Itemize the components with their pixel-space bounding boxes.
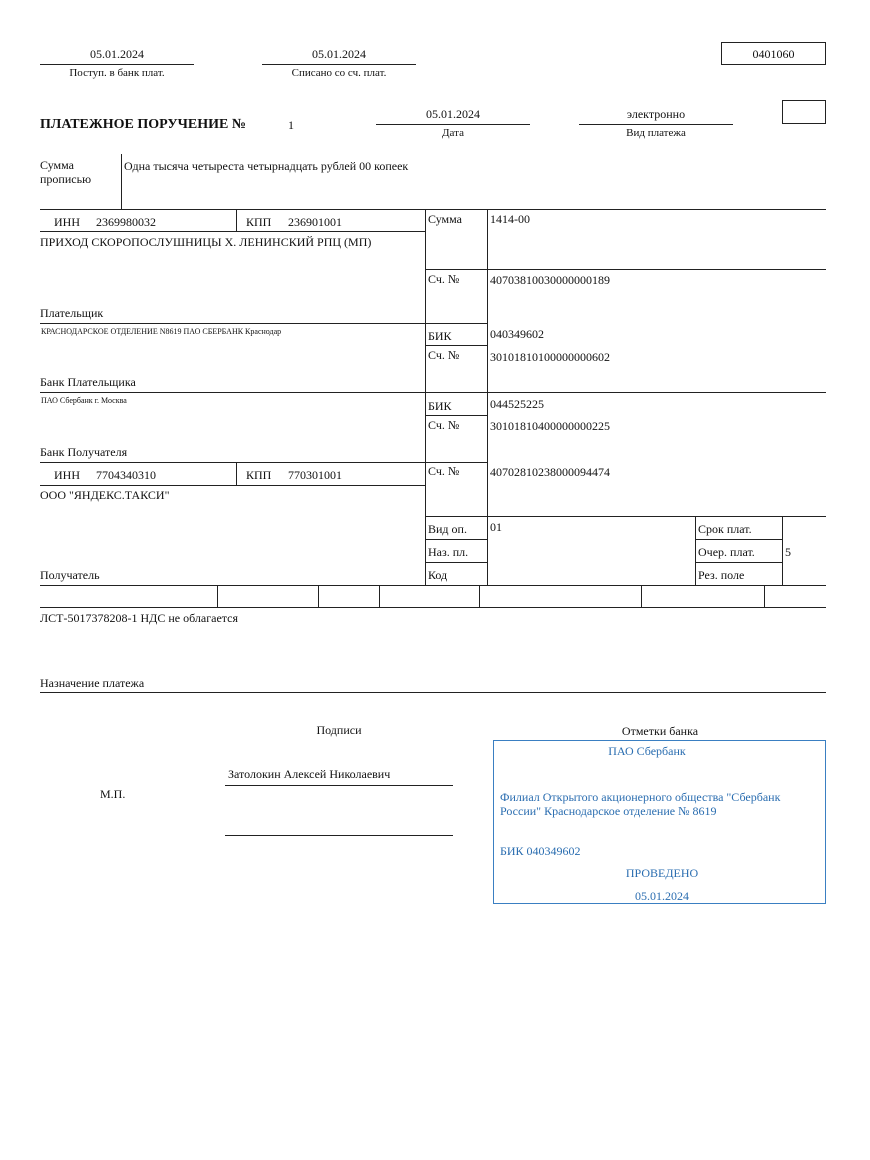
payment-type: электронно (626, 107, 686, 121)
recipient-kpp: 770301001 (288, 468, 342, 482)
stamp-bank: ПАО Сбербанк (608, 744, 686, 758)
payer-account-line (425, 269, 826, 270)
reserve-label: Рез. поле (698, 568, 745, 582)
grid-col-right (487, 209, 488, 585)
recipient-bank-line (40, 392, 826, 393)
priority: 5 (785, 545, 791, 559)
codes-col-1 (695, 516, 696, 585)
amount-words-divider (121, 154, 122, 209)
signer-name: Затолокин Алексей Николаевич (228, 767, 391, 781)
payer-sum-label: Сумма (428, 212, 462, 226)
codes-top-line (425, 516, 826, 517)
recipient-account: 40702810238000094474 (490, 465, 610, 479)
amount-words-label-2: прописью (40, 172, 92, 186)
form-code-box (721, 42, 826, 65)
debited-date-line (262, 64, 416, 65)
tax-row-bottom-line (40, 607, 826, 608)
recipient-inn: 7704340310 (96, 468, 156, 482)
purpose-text: ЛСТ-5017378208-1 НДС не облагается (40, 611, 238, 625)
received-date-line (40, 64, 194, 65)
code-label: Код (428, 568, 448, 582)
recipient-kpp-label: КПП (246, 468, 272, 482)
order-title: ПЛАТЕЖНОЕ ПОРУЧЕНИЕ № (40, 117, 246, 132)
tax-col-4 (479, 585, 480, 607)
signature-line-2 (225, 835, 453, 836)
tax-row-top-line (40, 585, 826, 586)
recipient-name: ООО "ЯНДЕКС.ТАКСИ" (40, 488, 170, 502)
recipient-inn-bottom-line (40, 485, 425, 486)
signatures-label: Подписи (316, 723, 362, 737)
payer-bank-bik-label: БИК (428, 329, 452, 343)
tax-col-1 (217, 585, 218, 607)
deadline-label: Срок плат. (698, 522, 752, 536)
recipient-bank-label: Банк Получателя (40, 445, 128, 459)
recipient-bank-account-label: Сч. № (428, 418, 460, 432)
recipient-inn-label: ИНН (54, 468, 80, 482)
payment-code-box (782, 100, 826, 124)
stamp-place: М.П. (100, 787, 126, 801)
order-date: 05.01.2024 (426, 107, 480, 121)
payer-kpp: 236901001 (288, 215, 342, 229)
recipient-label: Получатель (40, 568, 100, 582)
debited-date: 05.01.2024 (312, 47, 366, 61)
codes-line-2 (425, 539, 487, 540)
payer-kpp-label: КПП (246, 215, 272, 229)
payer-bank-label: Банк Плательщика (40, 375, 136, 389)
payer-account: 40703810030000000189 (490, 273, 610, 287)
tax-col-2 (318, 585, 319, 607)
codes-right-line-3 (695, 562, 783, 563)
payer-bank-name: КРАСНОДАРСКОЕ ОТДЕЛЕНИЕ N8619 ПАО СБЕРБАНК Краснодар (41, 327, 282, 336)
recipient-bank-bik-label: БИК (428, 399, 452, 413)
received-label: Поступ. в банк плат. (69, 67, 165, 79)
payer-bank-bik-line (425, 345, 487, 346)
payer-bank-line (40, 323, 487, 324)
payment-type-line (579, 124, 733, 125)
payer-account-label: Сч. № (428, 272, 460, 286)
recipient-account-label: Сч. № (428, 464, 460, 478)
stamp-bik: БИК 040349602 (500, 844, 581, 858)
bank-marks-label: Отметки банка (621, 724, 699, 738)
amount-words-text: Одна тысяча четыреста четырнадцать рублей 00 копеек (124, 159, 409, 173)
amount-words-label-1: Сумма (40, 158, 74, 172)
codes-line-3 (425, 562, 487, 563)
stamp-date: 05.01.2024 (635, 889, 689, 903)
tax-col-5 (641, 585, 642, 607)
debited-label: Списано со сч. плат. (291, 67, 387, 79)
purpose-label: Назначение платежа (40, 676, 145, 690)
received-date: 05.01.2024 (90, 47, 144, 61)
stamp-branch-line-1: Филиал Открытого акционерного общества "Сбербанк (500, 790, 781, 804)
priority-label: Очер. плат. (698, 545, 755, 559)
payer-bank-account-label: Сч. № (428, 348, 460, 362)
codes-col-2 (782, 516, 783, 585)
order-number: 1 (288, 118, 294, 132)
payer-name: ПРИХОД СКОРОПОСЛУШНИЦЫ Х. ЛЕНИНСКИЙ РПЦ (МП) (40, 235, 372, 249)
signature-line-1 (225, 785, 453, 786)
grid-col-left (425, 209, 426, 585)
recipient-bank-name: ПАО Сбербанк г. Москва (41, 396, 127, 405)
payer-inn-divider (236, 209, 237, 231)
payer-inn-line (40, 231, 425, 232)
recipient-inn-top-line (40, 462, 487, 463)
payer-inn-label: ИНН (54, 215, 80, 229)
payment-type-label: Вид платежа (626, 127, 686, 139)
purpose-code-label: Наз. пл. (428, 545, 469, 559)
tax-col-3 (379, 585, 380, 607)
stamp-status: ПРОВЕДЕНО (625, 866, 699, 880)
tax-col-6 (764, 585, 765, 607)
order-date-line (376, 124, 530, 125)
grid-line-top (40, 209, 826, 210)
payer-inn: 2369980032 (96, 215, 156, 229)
bank-stamp (493, 740, 826, 904)
payer-bank-account: 30101810100000000602 (490, 350, 610, 364)
recipient-inn-divider (236, 462, 237, 485)
recipient-bank-account: 30101810400000000225 (490, 419, 610, 433)
recipient-bank-bik-line (425, 415, 487, 416)
stamp-branch-line-2: России" Краснодарское отделение № 8619 (500, 804, 717, 818)
payer-sum: 1414-00 (490, 212, 530, 226)
purpose-line (40, 692, 826, 693)
recipient-bank-bik: 044525225 (490, 397, 544, 411)
payer-bank-bik: 040349602 (490, 327, 544, 341)
order-date-label: Дата (442, 127, 464, 139)
codes-right-line-2 (695, 539, 783, 540)
form-code: 0401060 (752, 47, 795, 61)
payer-label: Плательщик (40, 306, 104, 320)
op-type: 01 (490, 520, 502, 534)
op-type-label: Вид оп. (428, 522, 467, 536)
